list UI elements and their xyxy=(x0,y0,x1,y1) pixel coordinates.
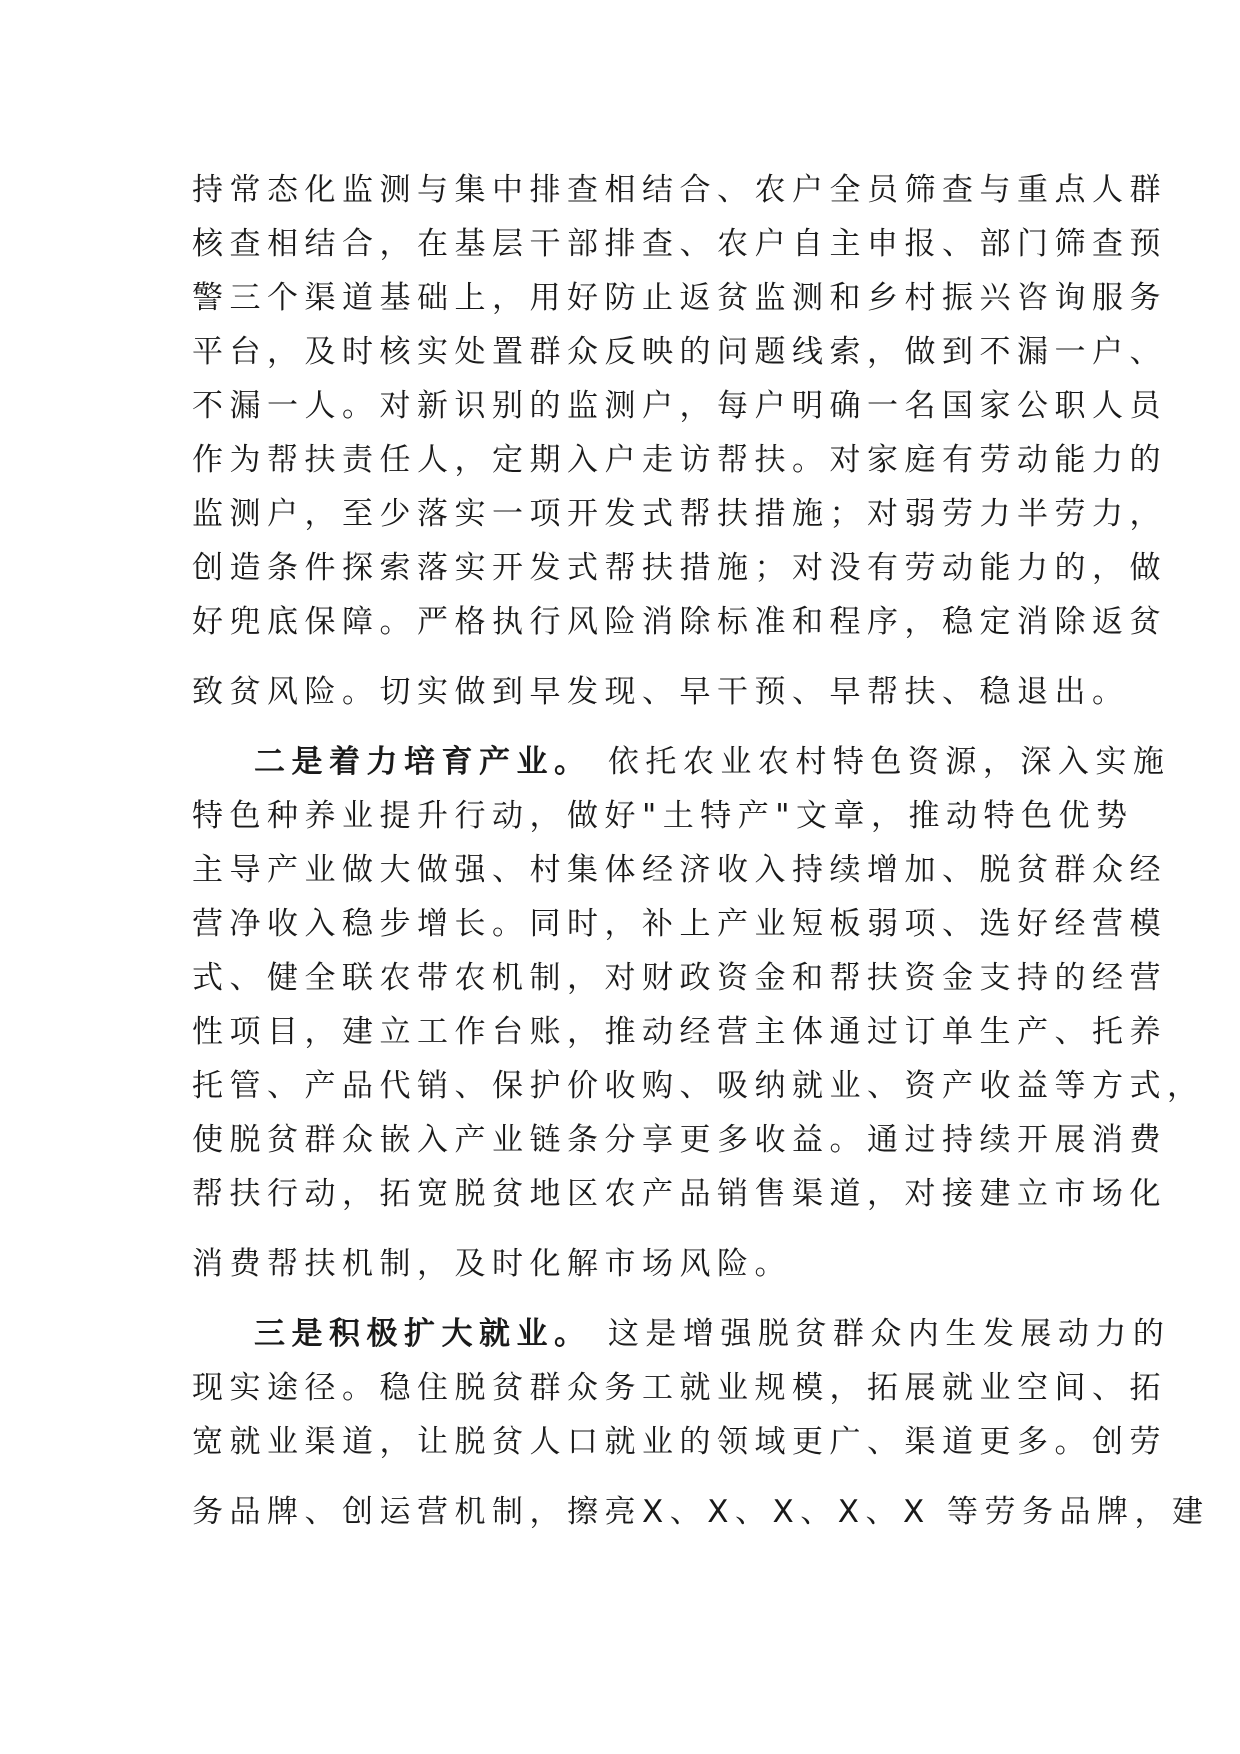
body-line: 现实途径。稳住脱贫群众务工就业规模，拓展就业空间、拓 xyxy=(192,1370,1167,1406)
body-line: 创造条件探索落实开发式帮扶措施；对没有劳动能力的，做 xyxy=(192,550,1167,586)
body-line: 消费帮扶机制，及时化解市场风险。 xyxy=(192,1246,792,1282)
body-line: 帮扶行动，拓宽脱贫地区农产品销售渠道，对接建立市场化 xyxy=(192,1176,1167,1212)
body-line: 致贫风险。切实做到早发现、早干预、早帮扶、稳退出。 xyxy=(192,674,1130,710)
paragraph-first-line xyxy=(192,735,1171,789)
body-line: 持常态化监测与集中排查相结合、农户全员筛查与重点人群 xyxy=(192,172,1167,208)
paragraph-first-line xyxy=(192,1307,1171,1361)
body-line: 监测户，至少落实一项开发式帮扶措施；对弱劳力半劳力， xyxy=(192,496,1167,532)
body-line: 主导产业做大做强、村集体经济收入持续增加、脱贫群众经 xyxy=(192,852,1167,888)
paragraph-first-line-text: 依托农业农村特色资源，深入实施 xyxy=(591,744,1171,780)
body-line: 使脱贫群众嵌入产业链条分享更多收益。通过持续开展消费 xyxy=(192,1122,1167,1158)
body-line: 营净收入稳步增长。同时，补上产业短板弱项、选好经营模 xyxy=(192,906,1167,942)
body-line: 作为帮扶责任人，定期入户走访帮扶。对家庭有劳动能力的 xyxy=(192,442,1167,478)
paragraph-heading: 三是积极扩大就业。 xyxy=(254,1316,592,1352)
body-line: 不漏一人。对新识别的监测户，每户明确一名国家公职人员 xyxy=(192,388,1167,424)
body-line: 好兜底保障。严格执行风险消除标准和程序，稳定消除返贫 xyxy=(192,604,1167,640)
body-line: 特色种养业提升行动，做好"土特产"文章，推动特色优势 xyxy=(192,798,1134,834)
body-line: 托管、产品代销、保护价收购、吸纳就业、资产收益等方式， xyxy=(192,1068,1205,1104)
body-line: 警三个渠道基础上，用好防止返贫监测和乡村振兴咨询服务 xyxy=(192,280,1167,316)
body-line: 式、健全联农带农机制，对财政资金和帮扶资金支持的经营 xyxy=(192,960,1167,996)
body-line: 平台，及时核实处置群众反映的问题线索，做到不漏一户、 xyxy=(192,334,1167,370)
paragraph-first-line-text: 这是增强脱贫群众内生发展动力的 xyxy=(591,1316,1171,1352)
body-line: 核查相结合，在基层干部排查、农户自主申报、部门筛查预 xyxy=(192,226,1167,262)
body-line: 务品牌、创运营机制，擦亮X、X、X、X、X 等劳务品牌，建 xyxy=(192,1494,1210,1530)
body-line: 宽就业渠道，让脱贫人口就业的领域更广、渠道更多。创劳 xyxy=(192,1424,1167,1460)
body-line: 性项目，建立工作台账，推动经营主体通过订单生产、托养 xyxy=(192,1014,1167,1050)
paragraph-heading: 二是着力培育产业。 xyxy=(254,744,592,780)
document-body xyxy=(192,163,1210,1539)
